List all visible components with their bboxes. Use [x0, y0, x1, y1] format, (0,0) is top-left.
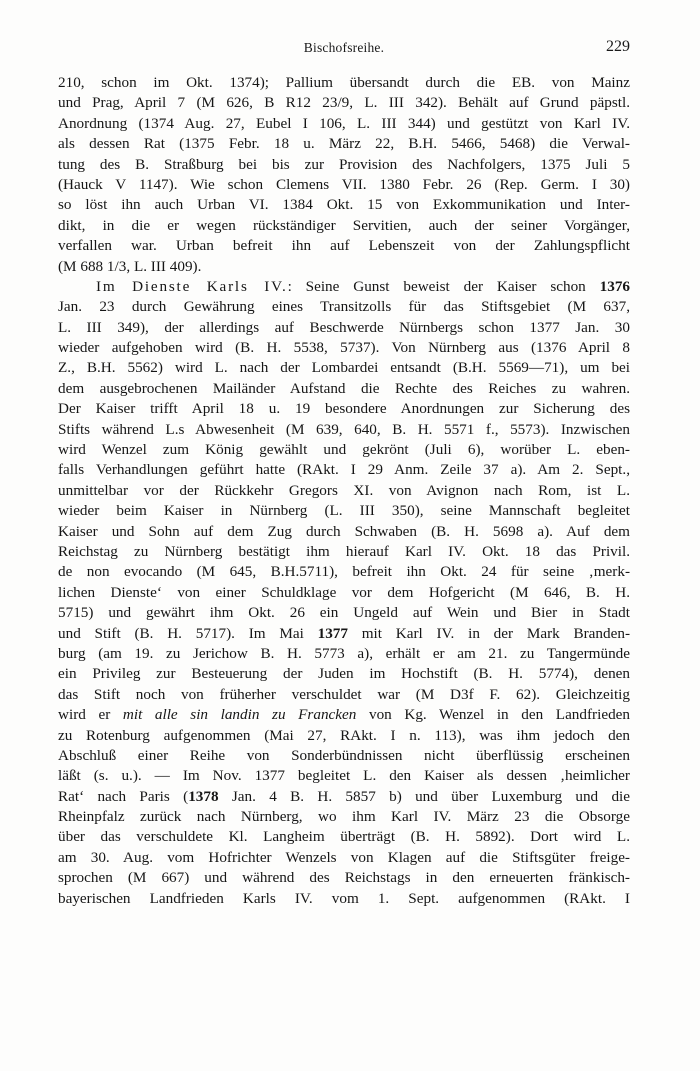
text-line: Abschluß einer Reihe von Sonderbündnissen nicht überflüssig erscheinen: [58, 746, 630, 764]
year-highlight: 1378: [188, 787, 219, 805]
section-lead: Im Dienste Karls IV.: [96, 277, 288, 295]
text-line: als dessen Rat (1375 Febr. 18 u. März 22, B.H. 5466, 5468) die Verwal-: [58, 135, 630, 153]
text-line: ein Privileg zur Besteuerung der Juden im Hochstift (B. H. 5774), denen: [58, 665, 630, 683]
text-line: 210, schon im Okt. 1374); Pallium übersandt durch die EB. von Mainz: [58, 74, 630, 91]
text-line: dikt, in die er wegen rückständiger Servitien, auch der seiner Vorgänger,: [58, 216, 630, 234]
text-line: Stifts während L.s Abwesenheit (M 639, 640, B. H. 5571 f., 5573). Inzwischen: [58, 420, 630, 438]
text-line: wieder beim Kaiser in Nürnberg (L. III 350), seine Mannschaft begleitet: [58, 502, 630, 520]
text-line: [58, 787, 630, 807]
text-span: Jan. 4 B. H. 5857 b) und über Luxemburg und die: [218, 787, 630, 805]
text-line: und Prag, April 7 (M 626, B R12 23/9, L. III 342). Behält auf Grund päpstl.: [58, 94, 630, 112]
year-highlight: 1376: [599, 277, 630, 295]
text-line: de non evocando (M 645, B.H.5711), befreit ihn Okt. 24 für seine ‚merk-: [58, 563, 630, 581]
text-line: [58, 705, 630, 725]
text-line: bayerischen Landfrieden Karls IV. vom 1. Sept. aufgenommen (RAkt. I: [58, 889, 630, 907]
text-line: sprochen (M 667) und während des Reichstags in den erneuerten fränkisch-: [58, 869, 630, 887]
text-line: tung des B. Straßburg bei bis zur Provision des Nachfolgers, 1375 Juli 5: [58, 155, 630, 173]
text-line: dem ausgebrochenen Mailänder Aufstand die Rechte des Reiches zu wahren.: [58, 379, 630, 397]
text-span: wird er: [58, 706, 123, 724]
text-span: Rat‘ nach Paris (: [58, 787, 189, 805]
text-line: (M 688 1/3, L. III 409).: [58, 257, 202, 275]
text-line: Der Kaiser trifft April 18 u. 19 besondere Anordnungen zur Sicherung des: [58, 400, 630, 418]
text-line: so löst ihn auch Urban VI. 1384 Okt. 15 von Exkommunikation und Inter-: [58, 196, 630, 214]
running-title: Bischofsreihe.: [303, 40, 385, 55]
text-line: Reichstag zu Nürnberg bestätigt ihm hierauf Karl IV. Okt. 18 das Privil.: [58, 542, 630, 560]
text-line: das Stift noch von früherher verschuldet war (M D3f F. 62). Gleichzeitig: [58, 685, 630, 703]
body-text: [58, 73, 630, 909]
text-line: unmittelbar vor der Rückkehr Gregors XI. von Avignon nach Rom, ist L.: [58, 481, 630, 499]
text-line: Kaiser und Sohn auf dem Zug durch Schwaben (B. H. 5698 a). Auf dem: [58, 522, 630, 540]
text-line: lichen Dienste‘ von einer Schuldklage vor dem Hofgericht (M 646, B. H.: [58, 583, 630, 601]
text-line: [58, 277, 630, 297]
year-highlight: 1377: [317, 624, 348, 642]
text-line: L. III 349), der allerdings auf Beschwerde Nürnbergs schon 1377 Jan. 30: [58, 318, 630, 336]
text-line: Jan. 23 durch Gewährung eines Transitzolls für das Stiftsgebiet (M 637,: [58, 298, 630, 316]
text-line: 5715) und gewährt ihm Okt. 26 ein Ungeld auf Wein und Bier in Stadt: [58, 604, 630, 622]
text-line: wird Wenzel zum König gewählt und gekrönt (Juli 6), worüber L. eben-: [58, 441, 630, 459]
text-span: von Kg. Wenzel in den Landfrieden: [356, 706, 630, 724]
text-line: über das verschuldete Kl. Langheim überträgt (B. H. 5892). Dort wird L.: [58, 828, 630, 846]
text-span: : Seine Gunst beweist der Kaiser schon: [287, 277, 600, 295]
running-header: [58, 40, 630, 62]
text-span: und Stift (B. H. 5717). Im Mai: [58, 624, 318, 642]
text-line: wieder aufgehoben wird (B. H. 5538, 5737). Von Nürnberg aus (1376 April 8: [58, 339, 630, 357]
text-line: am 30. Aug. vom Hofrichter Wenzels von Klagen auf die Stiftsgüter freige-: [58, 848, 630, 866]
text-line: burg (am 19. zu Jerichow B. H. 5773 a), erhält er am 21. zu Tangermünde: [58, 644, 630, 662]
page-number: 229: [606, 38, 630, 55]
text-line: verfallen war. Urban befreit ihn auf Lebenszeit von der Zahlungspflicht: [58, 237, 630, 255]
text-line: Anordnung (1374 Aug. 27, Eubel I 106, L. III 344) und gestützt von Karl IV.: [58, 114, 630, 132]
text-line: falls Verhandlungen geführt hatte (RAkt. I 29 Anm. Zeile 37 a). Am 2. Sept.,: [58, 461, 630, 479]
text-line: (Hauck V 1147). Wie schon Clemens VII. 1380 Febr. 26 (Rep. Germ. I 30): [58, 175, 630, 193]
text-line: [58, 624, 630, 644]
text-line: Z., B.H. 5562) wird L. nach der Lombardei entsandt (B.H. 5569—71), um bei: [58, 359, 630, 377]
text-line: zu Rotenburg aufgenommen (Mai 27, RAkt. I n. 113), was ihm jedoch den: [58, 726, 630, 744]
text-span: mit Karl IV. in der Mark Branden-: [347, 624, 630, 642]
text-line: läßt (s. u.). — Im Nov. 1377 begleitet L. den Kaiser als dessen ‚heimlicher: [58, 767, 630, 785]
text-line: Rheinpfalz zurück nach Nürnberg, wo ihm Karl IV. März 23 die Obsorge: [58, 808, 630, 826]
quoted-phrase: mit alle sin landin zu Francken: [122, 706, 357, 724]
